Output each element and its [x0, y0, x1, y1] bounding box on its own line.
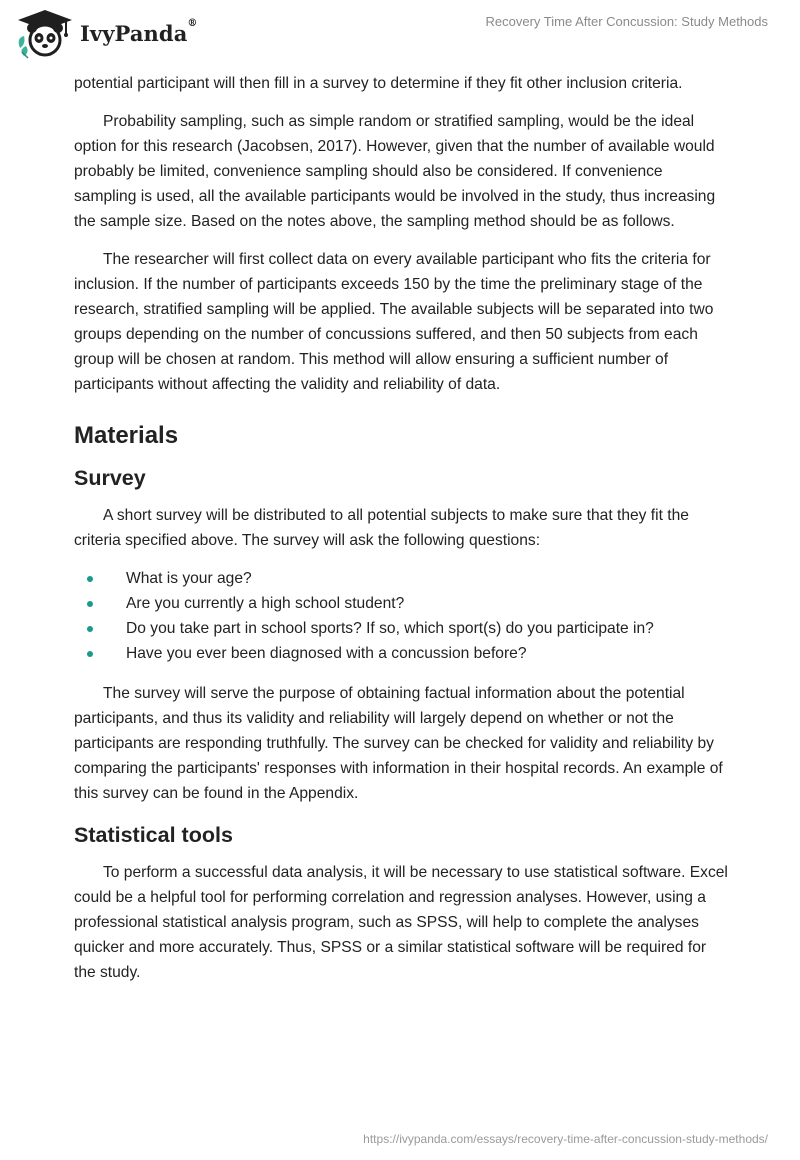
paragraph-survey-purpose: The survey will serve the purpose of obtaining factual information about the potential participants, and thus its validity and reliability will largely depend on whether or not the participants are responding truthfully. The survey can be checked for validity and reliability by comparing the participants' responses with information in their hospital records. An example of this survey can be found in the Appendix.: [74, 685, 723, 802]
page-header: [0, 0, 800, 68]
question-text: Are you currently a high school student?: [126, 595, 405, 612]
essay-content: [74, 71, 728, 998]
heading-materials: Materials: [74, 422, 179, 449]
bullet-icon: [87, 576, 93, 582]
heading-statistical-tools: Statistical tools: [74, 823, 233, 847]
survey-question-list: [74, 566, 728, 666]
list-item: [74, 641, 728, 666]
brand-text: IvyPanda: [80, 21, 188, 46]
registered-mark: ®: [187, 18, 198, 29]
source-url[interactable]: https://ivypanda.com/essays/recovery-time-after-concussion-study-methods/: [363, 1132, 768, 1146]
question-text: Have you ever been diagnosed with a concussion before?: [126, 645, 527, 662]
question-text: What is your age?: [126, 570, 252, 587]
list-item: [74, 566, 728, 591]
paragraph-survey-intro: A short survey will be distributed to all potential subjects to make sure that they fit the criteria specified above. The survey will ask the following questions:: [74, 507, 689, 549]
list-item: [74, 591, 728, 616]
paragraph-researcher-procedure: The researcher will first collect data on every available participant who fits the criteria for inclusion. If the number of participants exceeds 150 by the time the preliminary stage of the research, stratified sampling will be applied. The available subjects will be separated into two groups depending on the number of concussions suffered, and then 50 subjects from each group will be chosen at random. This method will allow ensuring a sufficient number of participants without affecting the validity and reliability of data.: [74, 251, 714, 393]
ivypanda-logo-icon[interactable]: [14, 8, 76, 60]
brand-name[interactable]: [80, 18, 198, 46]
bullet-icon: [87, 651, 93, 657]
bullet-icon: [87, 601, 93, 607]
question-text: Do you take part in school sports? If so, which sport(s) do you participate in?: [126, 620, 654, 637]
paragraph-probability-sampling: Probability sampling, such as simple random or stratified sampling, would be the ideal option for this research (Jacobsen, 2017). However, given that the number of available would probably be limited, convenience sampling should also be considered. If convenience sampling is used, all the available participants would be involved in the study, thus increasing the sample size. Based on the notes above, the sampling method should be as follows.: [74, 113, 716, 230]
paragraph-statistical-tools: To perform a successful data analysis, it will be necessary to use statistical software. Excel could be a helpful tool for performing correlation and regression analyses. However, using a professional statistical analysis program, such as SPSS, will help to complete the analyses quicker and more accurately. Thus, SPSS or a similar statistical software will be required for the study.: [74, 864, 728, 981]
running-title: Recovery Time After Concussion: Study Methods: [485, 14, 768, 29]
paragraph-continuation: potential participant will then fill in a survey to determine if they fit other inclusion criteria.: [74, 75, 683, 92]
bullet-icon: [87, 626, 93, 632]
list-item: [74, 616, 728, 641]
heading-survey: Survey: [74, 466, 146, 490]
